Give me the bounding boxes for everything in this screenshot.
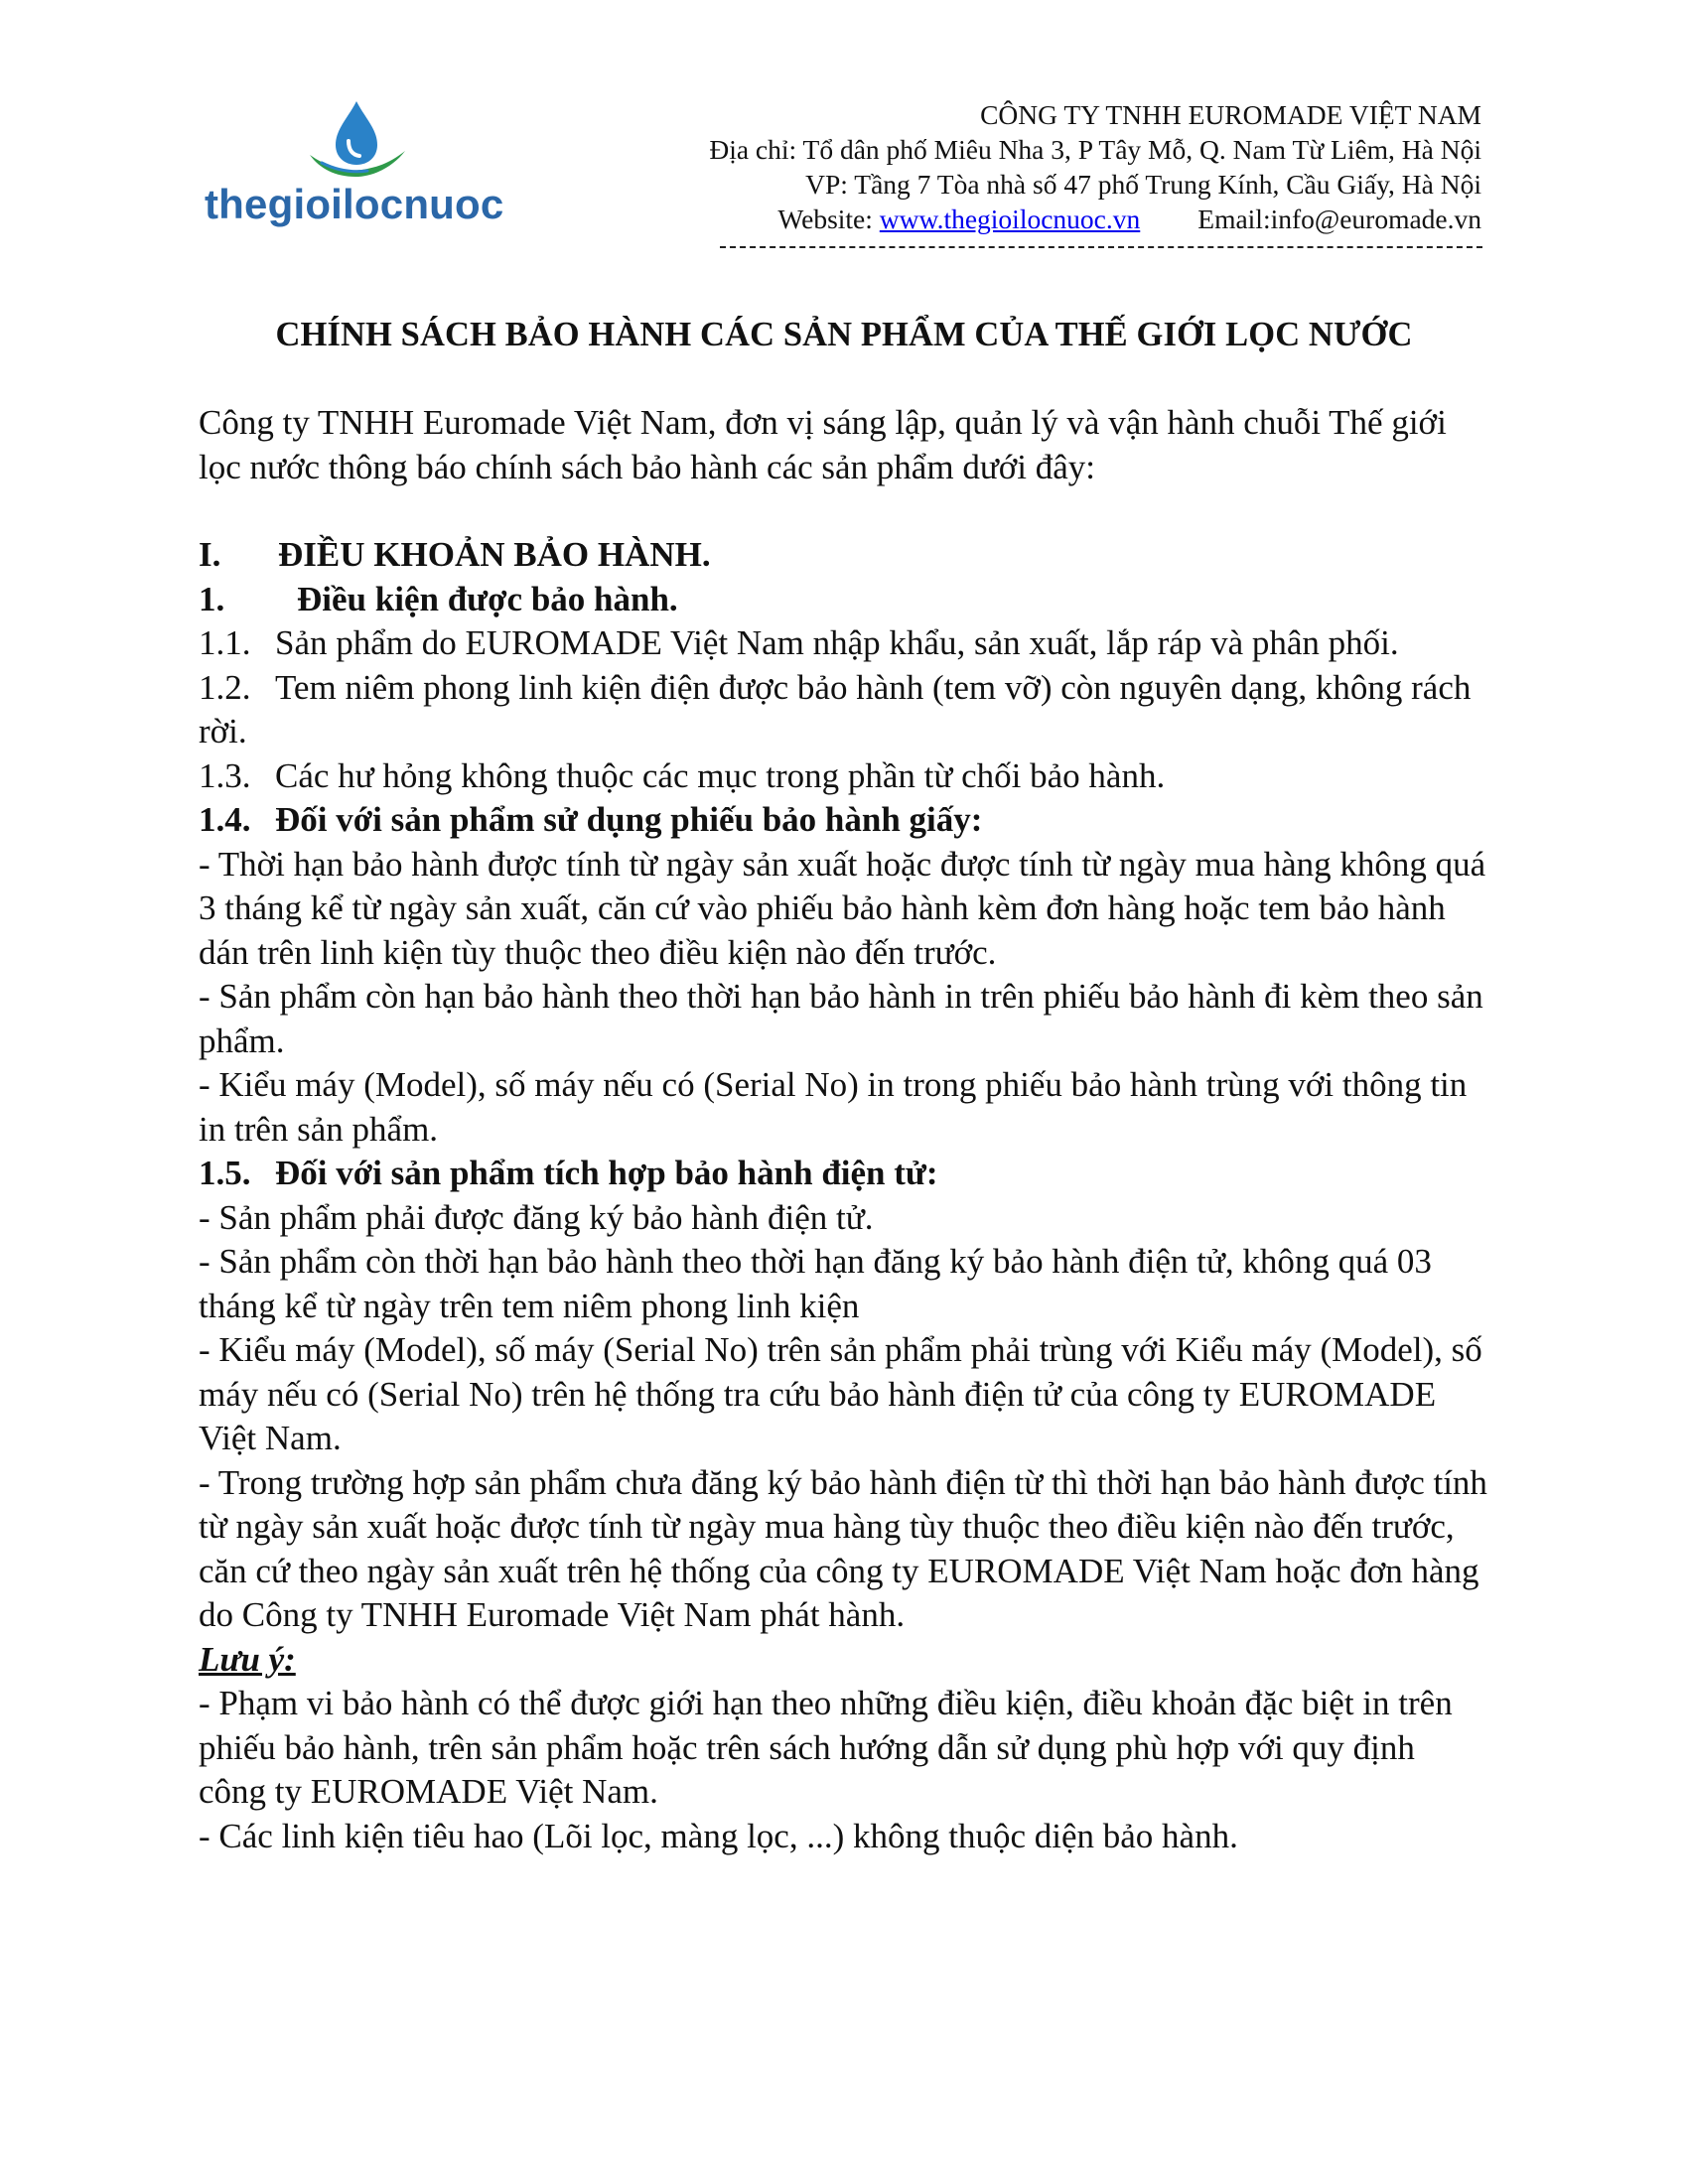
bullet-item: - Trong trường hợp sản phẩm chưa đăng ký bảo hành điện từ thì thời hạn bảo hành được tính từ ngày sản xuất hoặc được tính từ ngày mua hàng tùy thuộc theo điều kiện nào đến trước, căn cứ theo ngày sản xuất trên hệ thống của công ty EUROMADE Việt Nam hoặc đơn hàng do Công ty TNHH Euromade Việt Nam phát hành. <box>199 1462 1487 1634</box>
logo-text: thegioilocnuoc <box>205 181 504 227</box>
item-number: 1.1. <box>199 623 251 662</box>
website-link[interactable]: www.thegioilocnuoc.vn <box>879 204 1141 234</box>
company-office: VP: Tầng 7 Tòa nhà số 47 phố Trung Kính, Cầu Giấy, Hà Nội <box>805 169 1481 200</box>
item-number: 1.2. <box>199 667 251 707</box>
page-title: CHÍNH SÁCH BẢO HÀNH CÁC SẢN PHẨM CỦA THẾ GIỚI LỌC NƯỚC <box>275 316 1413 353</box>
item-number: 1.5. <box>199 1154 251 1192</box>
header-divider <box>720 246 1482 248</box>
company-contact <box>709 202 1481 236</box>
bullet-item: - Sản phẩm phải được đăng ký bảo hành điện tử. <box>199 1197 874 1237</box>
bullet-item: - Kiểu máy (Model), số máy (Serial No) trên sản phẩm phải trùng với Kiểu máy (Model), số máy nếu có (Serial No) trên hệ thống tra cứu bảo hành điện tử của công ty EUROMADE Việt Nam. <box>199 1330 1482 1457</box>
bullet-item: - Sản phẩm còn thời hạn bảo hành theo thời hạn đăng ký bảo hành điện tử, không quá 03 tháng kể từ ngày trên tem niêm phong linh kiện <box>199 1242 1432 1325</box>
item-number: 1.4. <box>199 800 251 839</box>
company-email: Email:info@euromade.vn <box>1197 204 1481 234</box>
subsection-number: 1. <box>199 579 225 618</box>
company-name: CÔNG TY TNHH EUROMADE VIỆT NAM <box>980 99 1481 130</box>
list-item <box>199 666 1489 754</box>
company-info <box>709 97 1481 236</box>
note-heading <box>199 1638 1489 1683</box>
water-drop-icon <box>302 99 411 179</box>
subsection-heading <box>199 578 1489 622</box>
subsection-title: Điều kiện được bảo hành. <box>297 579 678 618</box>
bullet-item: - Kiểu máy (Model), số máy nếu có (Serial No) in trong phiếu bảo hành trùng với thông tin in trên sản phẩm. <box>199 1065 1468 1149</box>
bullet-item: - Phạm vi bảo hành có thể được giới hạn theo những điều kiện, điều khoản đặc biệt in trên phiếu bảo hành, trên sản phẩm hoặc trên sách hướng dẫn sử dụng phù hợp với quy định công ty EUROMADE Việt Nam. <box>199 1684 1453 1811</box>
bullet-item: - Sản phẩm còn hạn bảo hành theo thời hạn bảo hành in trên phiếu bảo hành đi kèm theo sản phẩm. <box>199 977 1483 1060</box>
note-label: Lưu ý: <box>199 1639 296 1679</box>
item-heading: Đối với sản phẩm sử dụng phiếu bảo hành giấy: <box>275 800 983 839</box>
company-logo <box>195 99 532 248</box>
company-address: Địa chỉ: Tổ dân phố Miêu Nha 3, P Tây Mỗ, Q. Nam Từ Liêm, Hà Nội <box>709 134 1481 165</box>
item-text: Tem niêm phong linh kiện điện được bảo hành (tem vỡ) còn nguyên dạng, không rách rời. <box>199 667 1472 751</box>
item-heading: Đối với sản phẩm tích hợp bảo hành điện tử: <box>275 1154 938 1192</box>
website-label: Website: <box>777 204 880 234</box>
item-text: Các hư hỏng không thuộc các mục trong phần từ chối bảo hành. <box>275 755 1166 795</box>
bullet-item: - Thời hạn bảo hành được tính từ ngày sản xuất hoặc được tính từ ngày mua hàng không quá 3 tháng kể từ ngày sản xuất, căn cứ vào phiếu bảo hành kèm đơn hàng hoặc tem bảo hành dán trên linh kiện tùy thuộc theo điều kiện nào đến trước. <box>199 844 1486 972</box>
item-text: Sản phẩm do EUROMADE Việt Nam nhập khẩu, sản xuất, lắp ráp và phân phối. <box>275 623 1399 662</box>
item-number: 1.3. <box>199 755 251 795</box>
section-number: I. <box>199 535 221 574</box>
section-heading <box>199 533 1489 578</box>
item-14-heading <box>199 798 1489 843</box>
intro-paragraph: Công ty TNHH Euromade Việt Nam, đơn vị sáng lập, quản lý và vận hành chuỗi Thế giới lọc nước thông báo chính sách bảo hành các sản phẩm dưới đây: <box>199 403 1447 486</box>
list-item <box>199 621 1489 666</box>
section-title: ĐIỀU KHOẢN BẢO HÀNH. <box>278 535 711 574</box>
list-item <box>199 754 1489 799</box>
bullet-item: - Các linh kiện tiêu hao (Lõi lọc, màng lọc, ...) không thuộc diện bảo hành. <box>199 1816 1238 1855</box>
document-body <box>199 401 1489 1858</box>
item-15-heading <box>199 1152 1489 1196</box>
